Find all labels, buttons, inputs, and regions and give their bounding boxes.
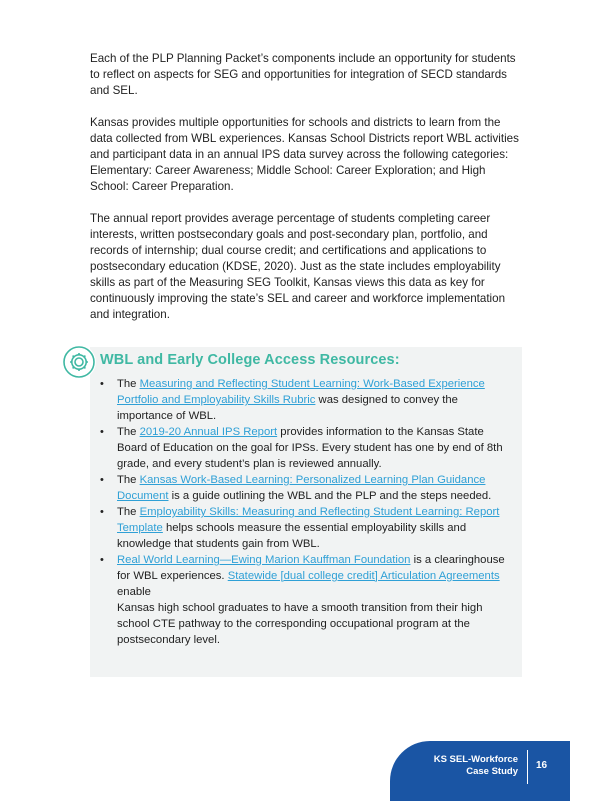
body-paragraph: Kansas provides multiple opportunities for schools and districts to learn from the data collected from WBL experiences. Kansas School Districts report WBL activities and participant data in an annual IPS data survey across the following categories: Elementary: Career Awareness; Middle School: Career Exploration; and High School: Career Preparation. [90, 116, 519, 193]
item-text: Kansas high school graduates to have a smooth transition from their high school CTE pathway to the corresponding occupational program at the postsecondary level. [117, 602, 483, 646]
page-number: 16 [536, 760, 548, 771]
list-item [100, 552, 510, 648]
resources-list [100, 376, 510, 648]
footer-divider [527, 750, 528, 784]
list-item [100, 376, 510, 424]
resource-link[interactable]: Kansas Work-Based Learning: Personalized Learning Plan Guidance Document [117, 474, 486, 502]
resource-link[interactable]: Measuring and Reflecting Student Learning: Work-Based Experience Portfolio and Employability Skills Rubric [117, 378, 485, 406]
list-item [100, 472, 510, 504]
item-text: The [117, 474, 140, 486]
resource-link[interactable]: Real World Learning—Ewing Marion Kauffman Foundation [117, 554, 411, 566]
item-text: helps schools measure the essential employability skills and knowledge that students gain from WBL. [117, 522, 467, 550]
body-paragraph: Each of the PLP Planning Packet’s components include an opportunity for students to reflect on aspects for SEG and opportunities for integration of SECD standards and SEL. [90, 52, 516, 97]
footer-title [410, 754, 518, 778]
resources-heading: WBL and Early College Access Resources: [100, 352, 400, 368]
footer-title-line: KS SEL-Workforce [433, 754, 518, 765]
item-text: enable [117, 586, 151, 598]
gear-icon [62, 345, 96, 379]
item-text: is a guide outlining the WBL and the PLP and the steps needed. [168, 490, 492, 502]
footer-title-line: Case Study [466, 766, 518, 777]
item-text: provides information to the Kansas State Board of Education on the goal for IPSs. Every student has one by end of 8th grade, and every student’s plan is reviewed annually. [117, 426, 503, 470]
body-paragraph: The annual report provides average percentage of students completing career interests, written postsecondary goals and post-secondary plan, portfolio, and records of internship; dual course credit; and certifications and applications to postsecondary education (KDSE, 2020). Just as the state includes employability skills as part of the Measuring SEG Toolkit, Kansas views this data as key for continuously improving the state’s SEL and career and workforce implementation and integration. [90, 212, 506, 321]
resource-link[interactable]: Employability Skills: Measuring and Reflecting Student Learning: Report Template [117, 506, 500, 534]
item-text: is a clearinghouse for WBL experiences. [117, 554, 505, 582]
list-item [100, 424, 510, 472]
resource-link[interactable]: Statewide [dual college credit] Articulation Agreements [227, 570, 500, 582]
item-text: was designed to convey the importance of WBL. [117, 394, 458, 422]
list-item [100, 504, 510, 552]
item-text: The [117, 506, 140, 518]
resource-link[interactable]: 2019-20 Annual IPS Report [139, 426, 278, 438]
item-text: The [117, 378, 140, 390]
item-text: The [117, 426, 140, 438]
